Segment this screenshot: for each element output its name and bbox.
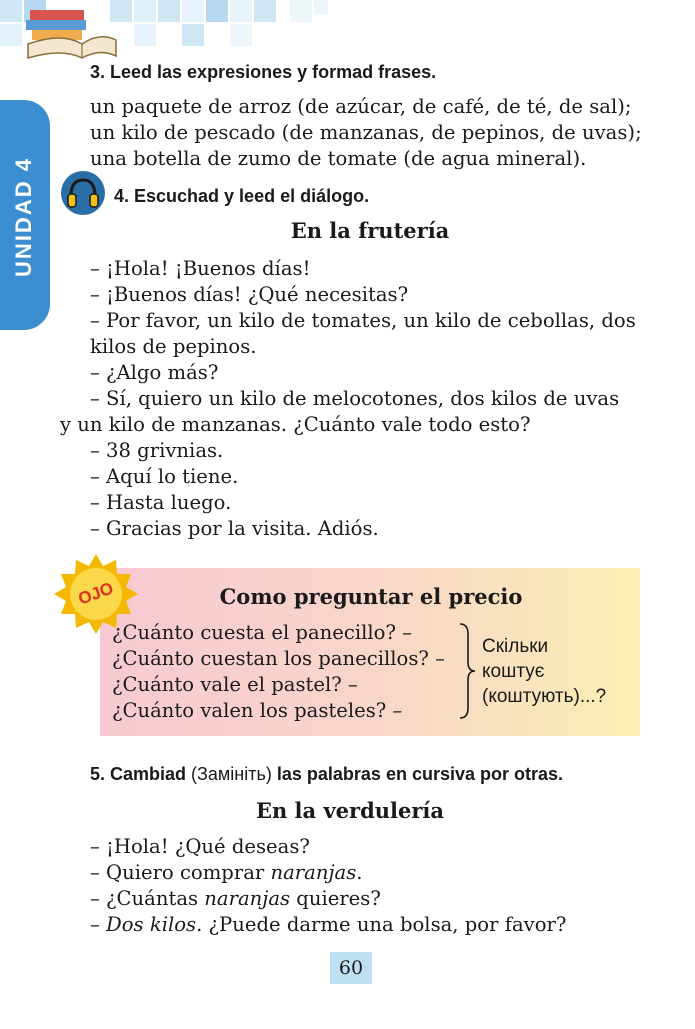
dialog2-title: En la verdulería [255, 798, 445, 823]
text: . [356, 861, 363, 884]
translation-line: коштує [482, 661, 545, 682]
dialog-line: kilos de pepinos. [90, 335, 257, 358]
translation-line: (коштують)...? [482, 686, 607, 707]
price-question: ¿Cuánto cuestan los panecillos? – [112, 647, 445, 670]
text: – [90, 913, 107, 936]
task3-line: una botella de zumo de tomate (de agua mineral). [90, 147, 587, 170]
dialog2-line [90, 912, 566, 938]
dialog2-line [90, 860, 363, 886]
task5-title [90, 764, 563, 785]
italic-word: naranjas [270, 861, 357, 884]
text: . ¿Puede darme una bolsa, por favor? [196, 913, 567, 936]
translation-line: Скільки [482, 636, 549, 657]
dialog-line: – ¿Algo más? [90, 361, 219, 384]
unit-label: UNIDAD 4 [11, 157, 36, 277]
page-number: 60 [330, 952, 372, 984]
headphones-icon [60, 170, 106, 216]
dialog-line: – 38 grivnias. [90, 439, 224, 462]
italic-word: naranjas [204, 887, 291, 910]
text: – Quiero comprar [90, 861, 271, 884]
task3-title: 3. Leed las expresiones y formad frases. [90, 62, 437, 82]
price-question: ¿Cuánto valen los pasteles? – [112, 699, 403, 722]
dialog2-line [90, 886, 381, 912]
dialog-line: – ¡Hola! ¡Buenos días! [90, 257, 311, 280]
brace-icon [456, 622, 476, 720]
dialog2-line: – ¡Hola! ¿Qué deseas? [90, 835, 310, 858]
ojo-badge-label: OJO [75, 578, 116, 609]
price-question: ¿Cuánto cuesta el panecillo? – [112, 621, 412, 644]
task3-line: un paquete de arroz (de azúcar, de café, de té, de sal); [90, 95, 632, 118]
text: quieres? [290, 887, 381, 910]
dialog-line: – Por favor, un kilo de tomates, un kilo de cebollas, dos [90, 309, 636, 332]
task5-title-part: las palabras en cursiva por otras. [276, 764, 564, 784]
dialog-line: – Gracias por la visita. Adiós. [90, 517, 379, 540]
italic-word: Dos kilos [106, 913, 197, 936]
dialog-title: En la frutería [290, 218, 450, 243]
text: – ¿Cuántas [90, 887, 205, 910]
task3-line: un kilo de pescado (de manzanas, de pepinos, de uvas); [90, 121, 642, 144]
dialog-line: – Aquí lo tiene. [90, 465, 239, 488]
task4-title: 4. Escuchad y leed el diálogo. [114, 186, 370, 206]
dialog-line: y un kilo de manzanas. ¿Cuánto vale todo esto? [60, 413, 531, 436]
dialog-line: – Hasta luego. [90, 491, 232, 514]
price-question: ¿Cuánto vale el pastel? – [112, 673, 358, 696]
dialog-line: – Sí, quiero un kilo de melocotones, dos kilos de uvas [90, 387, 620, 410]
books-icon [22, 4, 118, 60]
task5-title-translation: (Замініть) [191, 764, 272, 784]
task5-title-part: 5. Cambiad [90, 764, 187, 784]
dialog-line: – ¡Buenos días! ¿Qué necesitas? [90, 283, 409, 306]
tip-title: Como preguntar el precio [219, 584, 523, 609]
